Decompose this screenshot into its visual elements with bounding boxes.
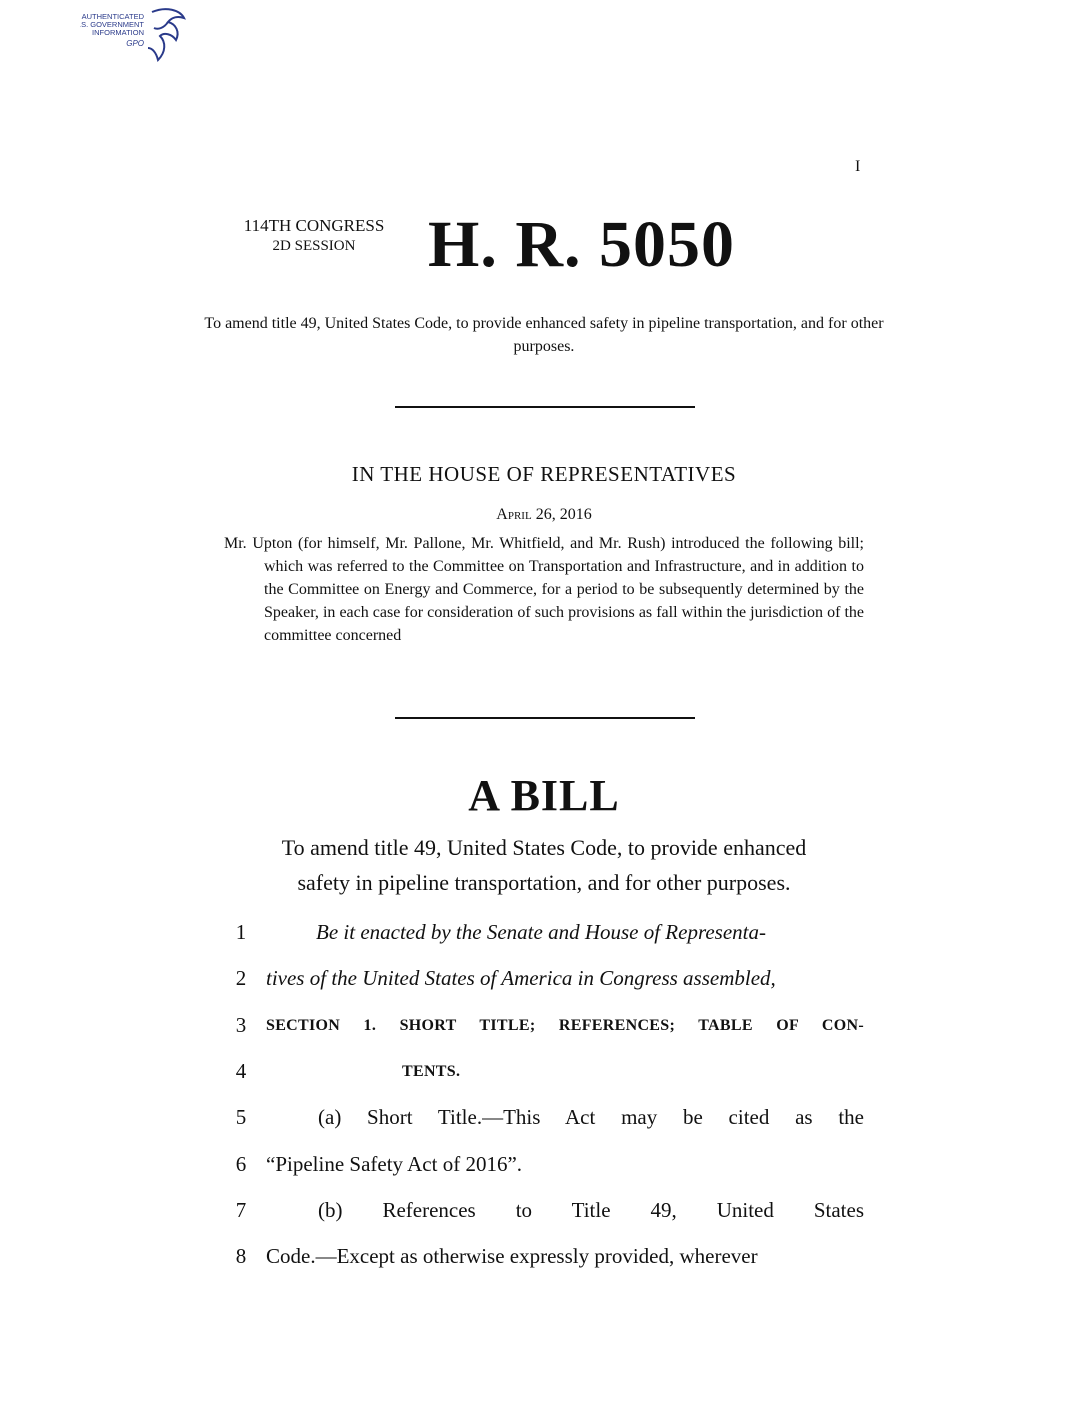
bill-text-line: (a) Short Title.—This Act may be cited as the — [318, 1105, 864, 1129]
divider-rule — [395, 406, 695, 408]
short-purpose: To amend title 49, United States Code, to provide enhanced safety in pipeline transportation, and for other purposes. — [204, 315, 884, 355]
line-number: 6 — [235, 1152, 247, 1176]
house-heading: IN THE HOUSE OF REPRESENTATIVES — [351, 462, 737, 486]
congress-label: 114TH CONGRESS — [243, 216, 385, 235]
line-number: 8 — [235, 1244, 247, 1268]
introduction-date: April 26, 2016 — [496, 506, 592, 523]
bill-text-line: (b) References to Title 49, United States — [318, 1198, 864, 1222]
long-purpose-line: To amend title 49, United States Code, to provide enhanced — [281, 835, 807, 860]
bill-title: A BILL — [468, 771, 620, 820]
line-number: 1 — [235, 920, 247, 944]
line-number: 7 — [235, 1198, 247, 1222]
bill-text-line: Be it enacted by the Senate and House of Representa- — [316, 920, 766, 944]
bill-number: H. R. 5050 — [428, 208, 735, 281]
session-label: 2D SESSION — [272, 238, 356, 254]
congress-session-block — [222, 216, 406, 256]
line-number: 4 — [235, 1059, 247, 1083]
seal-line1: AUTHENTICATED — [81, 12, 144, 21]
line-number: 3 — [235, 1013, 247, 1037]
section-heading-line: SECTION 1. SHORT TITLE; REFERENCES; TABLE OF CON- — [266, 1017, 864, 1034]
bill-text-line: tives of the United States of America in Congress assembled, — [266, 966, 776, 990]
long-purpose — [200, 830, 888, 900]
line-number: 5 — [235, 1105, 247, 1129]
seal-line3: INFORMATION — [92, 28, 144, 37]
section-heading-line: TENTS. — [402, 1063, 461, 1080]
eagle-icon — [148, 9, 184, 60]
long-purpose-line: safety in pipeline transportation, and for other purposes. — [297, 870, 791, 895]
line-number: 2 — [235, 966, 247, 990]
gpo-seal-graphic — [80, 4, 220, 74]
introduction-paragraph: Mr. Upton (for himself, Mr. Pallone, Mr. Whitfield, and Mr. Rush) introduced the following bill; which was referred to the Committee on Transportation and Infrastructure, and in addition to the Committee on Energy and Commerce, for a period to be subsequently determined by the Speaker, in each case for consideration of such provisions as fall within the jurisdiction of the committee concerned — [224, 535, 864, 644]
bill-text-line: Code.—Except as otherwise expressly provided, wherever — [266, 1244, 758, 1268]
divider-rule — [395, 717, 695, 719]
seal-line2: U.S. GOVERNMENT — [80, 20, 144, 29]
gpo-authentication-seal — [80, 4, 220, 74]
seal-line4: GPO — [126, 39, 144, 48]
page-marker: I — [855, 158, 861, 175]
bill-text-line: “Pipeline Safety Act of 2016”. — [266, 1152, 523, 1176]
